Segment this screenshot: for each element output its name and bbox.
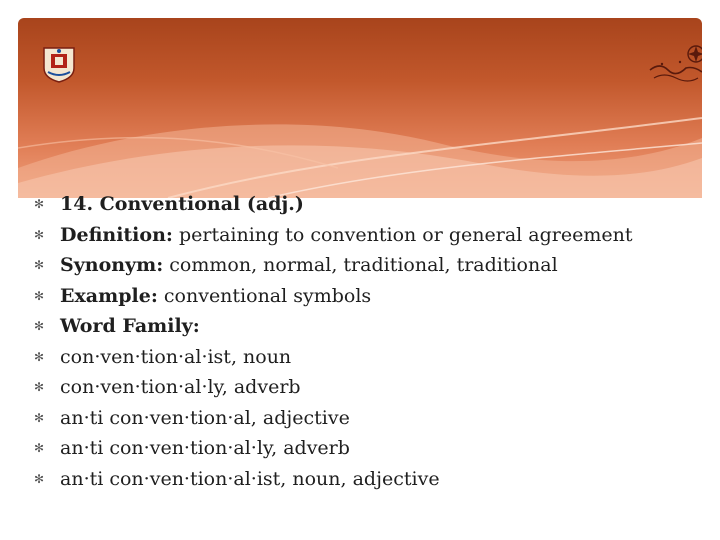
synonym-label: Synonym: (60, 254, 164, 276)
list-item (34, 407, 704, 438)
list-item (34, 437, 704, 468)
word-family-entry: con·ven·tion·al·ist, noun (60, 345, 292, 368)
list-item (34, 315, 704, 346)
list-item (34, 376, 704, 407)
word-heading: 14. Conventional (adj.) (60, 193, 304, 215)
list-item (34, 346, 704, 377)
bullet-icon: ✻ (34, 349, 45, 364)
calligraphy-logo-icon (646, 40, 702, 88)
bullet-icon: ✻ (34, 319, 45, 333)
definition-text: pertaining to convention or general agreement (178, 223, 633, 246)
bullet-icon: ✻ (34, 380, 45, 394)
bullet-icon: ✻ (34, 410, 45, 425)
university-seal-icon (40, 42, 78, 84)
definition-list (34, 193, 704, 498)
example-label: Example: (60, 284, 158, 307)
word-family-entry: con·ven·tion·al·ly, adverb (60, 376, 301, 398)
definition-label: Definition: (60, 223, 173, 246)
list-item (34, 193, 704, 224)
bullet-icon: ✻ (34, 471, 45, 486)
bullet-icon: ✻ (34, 197, 45, 211)
list-item (34, 224, 704, 255)
list-item (34, 285, 704, 316)
header-wave-decoration (18, 18, 702, 198)
bullet-icon: ✻ (34, 441, 45, 455)
word-family-label: Word Family: (60, 315, 200, 337)
slide-header-banner (18, 18, 702, 198)
word-family-entry: an·ti con·ven·tion·al, adjective (60, 406, 350, 429)
synonym-text: common, normal, traditional, traditional (169, 254, 558, 276)
bullet-icon: ✻ (34, 258, 45, 272)
list-item (34, 254, 704, 285)
word-family-entry: an·ti con·ven·tion·al·ist, noun, adjective (60, 467, 440, 490)
word-family-entry: an·ti con·ven·tion·al·ly, adverb (60, 437, 350, 459)
example-text: conventional symbols (163, 284, 372, 307)
bullet-icon: ✻ (34, 288, 45, 303)
list-item (34, 468, 704, 499)
bullet-icon: ✻ (34, 227, 45, 242)
